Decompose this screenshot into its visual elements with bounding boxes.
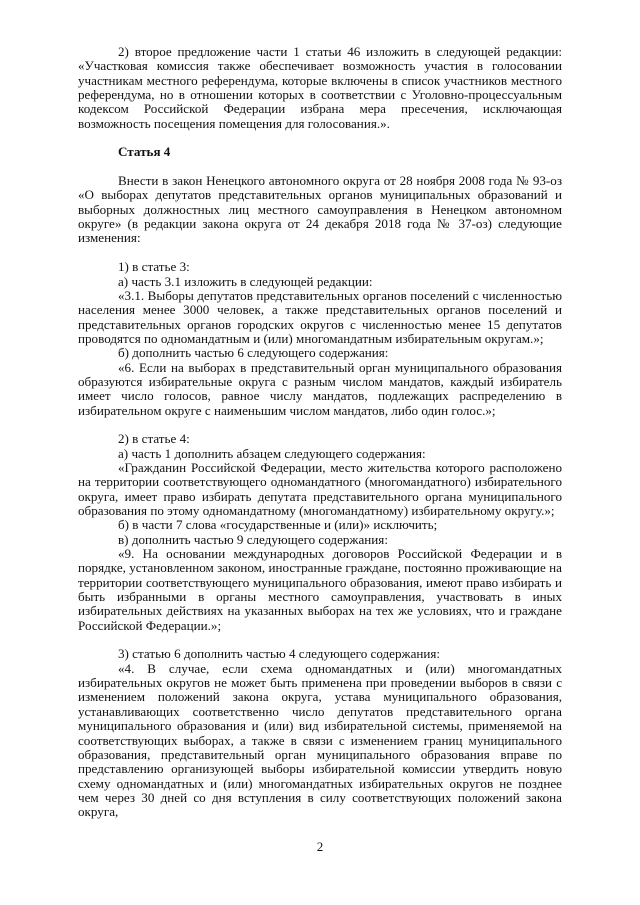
paragraph-quote-4: «4. В случае, если схема одномандатных и (или) многомандатных избирательных округов не может быть применена при проведении выборов в связи с изменением положений закона округа, устава муниципального образования, устанавливающих соответственно число депутатов представительного органа муниципального образования и (или) вид избирательной системы, применяемой на соответствующих выборах, а также в связи с изменением границ муниципального образования, представительный орган муниципального образования вправе по представлению организующей выборы избирательной комиссии утвердить новую схему одномандатных и (или) многомандатных избирательных округов не позднее чем через 30 дней со дня вступления в силу соответствующих положений закона округа, (78, 660, 562, 820)
paragraph-article-intro: Внести в закон Ненецкого автономного округа от 28 ноября 2008 года № 93-оз «О выборах депутатов представительных органов муниципальных образований и выборных должностных лиц местного самоуправления в Ненецком автономном округе» (в редакции закона округа от 24 декабря 2018 года № 37-оз) следующие изменения: (78, 173, 562, 246)
paragraph-quote-citizen: «Гражданин Российской Федерации, место жительства которого расположено на территории соответствующего одномандатного (многомандатного) избирательного округа, имеет право избирать депутата представительного органа муниципального образования по этому одномандатному (многомандатному) избирательному округу.»; (78, 459, 562, 518)
spacer (78, 633, 562, 647)
paragraph-item-2: 2) в статье 4: (118, 431, 190, 447)
paragraph-quote-6: «6. Если на выборах в представительный орган муниципального образования образуются избирательные округа с разным числом мандатов, каждый избиратель имеет число голосов, равное числу мандатов, подлежащих распределению в избирательном округе с наименьшим числом мандатов, либо один голос.»; (78, 359, 562, 418)
paragraph-amendment-2: 2) второе предложение части 1 статьи 46 изложить в следующей редакции: «Участковая комиссия также обеспечивает возможность участия в голосовании участникам местного референдума, которые включены в список участников местного референдума, но в отношении которых в соответствии с Уголовно-процессуальным кодексом Российской Федерации избрана мера пресечения, исключающая возможность посещения помещения для голосования.». (78, 44, 562, 131)
paragraph-quote-3-1: «3.1. Выборы депутатов представительных органов поселений с численностью населения менее 3000 человек, а также представительных органов поселений и представительных органов городских округов с численностью менее 15 депутатов проводятся по одномандатным и (или) многомандатным избирательным округам.»; (78, 287, 562, 346)
paragraph-item-2a: а) часть 1 дополнить абзацем следующего содержания: (118, 445, 426, 461)
spacer (78, 160, 562, 174)
paragraph-item-2b: б) в части 7 слова «государственные и (или)» исключить; (118, 517, 438, 533)
paragraph-item-1: 1) в статье 3: (118, 259, 190, 275)
paragraph-item-1a: а) часть 3.1 изложить в следующей редакции: (118, 273, 373, 289)
spacer (78, 131, 562, 145)
paragraph-item-2v: в) дополнить частью 9 следующего содержания: (118, 531, 388, 547)
page-number: 2 (316, 839, 324, 854)
article-heading: Статья 4 (118, 144, 171, 160)
paragraph-item-1b: б) дополнить частью 6 следующего содержания: (118, 345, 389, 361)
spacer (78, 418, 562, 432)
paragraph-quote-9: «9. На основании международных договоров Российской Федерации и в порядке, установленном законом, иностранные граждане, постоянно проживающие на территории соответствующего муниципального образования, имеют право избирать и быть избранными в органы местного самоуправления, участвовать в иных избирательных действиях на указанных выборах на тех же условиях, что и граждане Российской Федерации.»; (78, 546, 562, 633)
spacer (78, 246, 562, 260)
paragraph-item-3: 3) статью 6 дополнить частью 4 следующего содержания: (118, 646, 441, 662)
document-body (78, 45, 562, 820)
